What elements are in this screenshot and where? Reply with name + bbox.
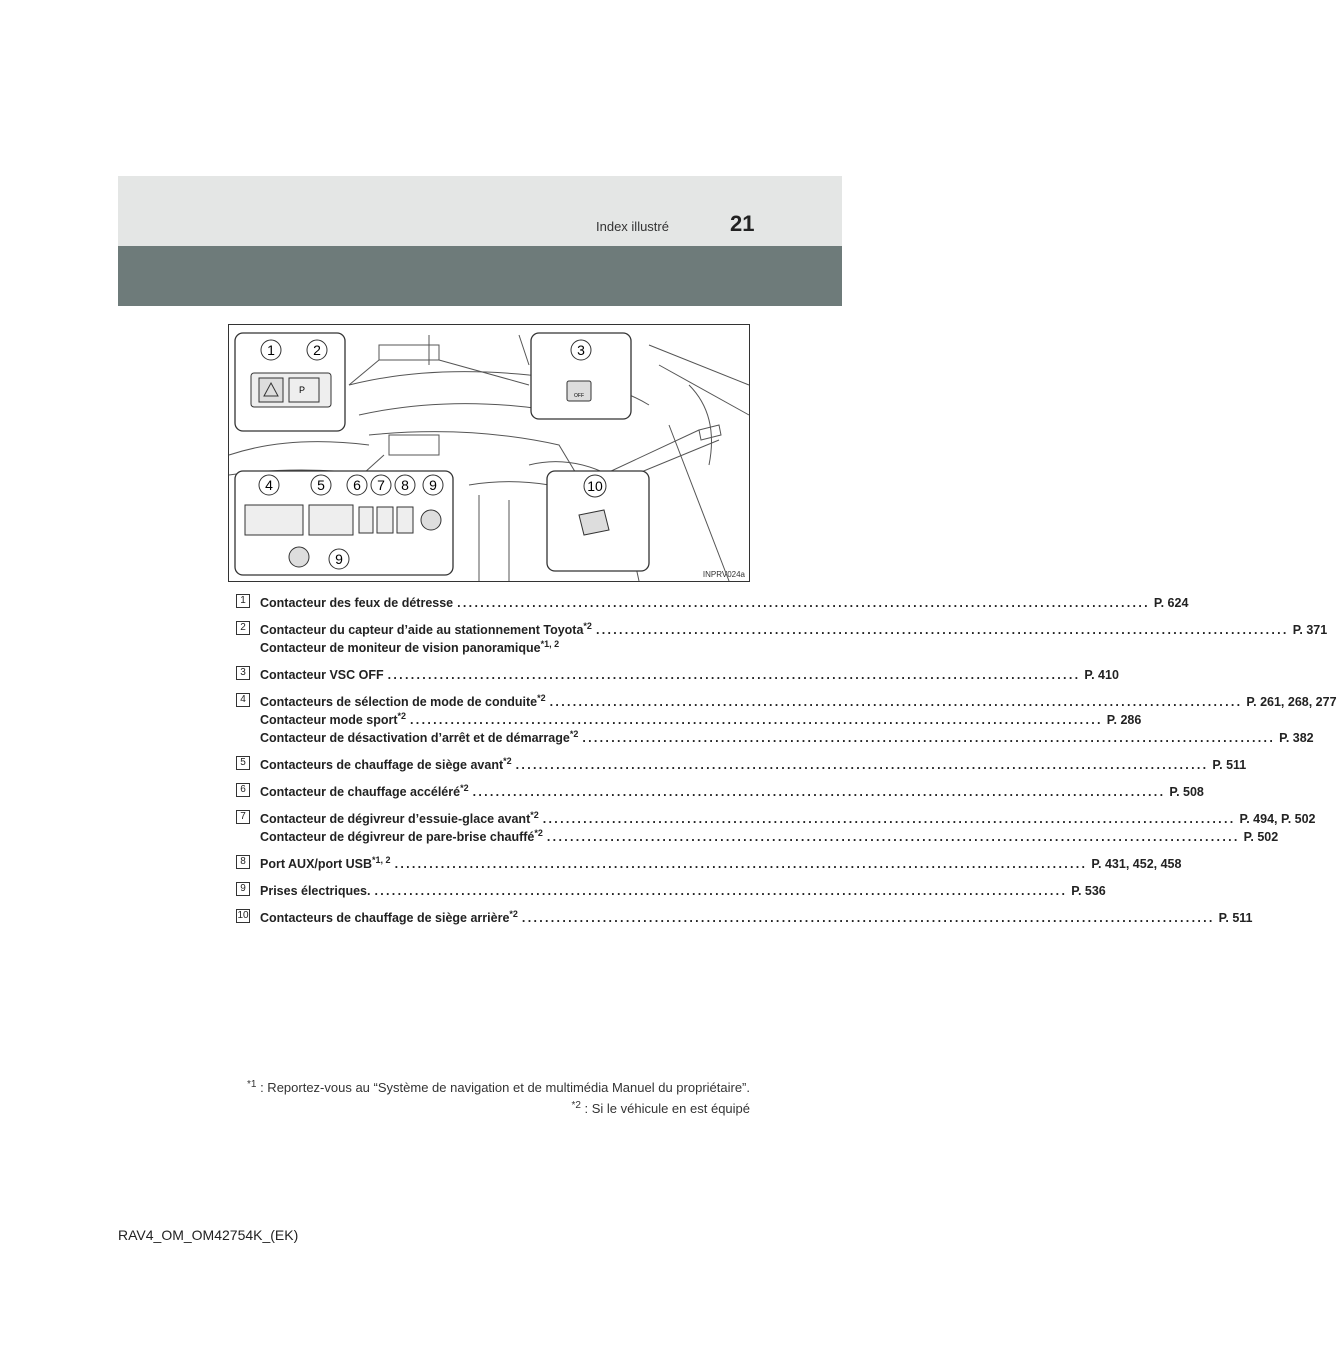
list-item xyxy=(236,621,1328,657)
item-label: Contacteur VSC OFF xyxy=(260,668,384,682)
item-line xyxy=(260,729,1314,747)
dot-leader: ........................................................................................................................ xyxy=(549,695,1243,709)
page-reference: P. 261, 268, 277 xyxy=(1246,695,1337,709)
item-number-box: 3 xyxy=(236,666,250,680)
dot-leader: ........................................................................................................................ xyxy=(542,812,1236,826)
list-item xyxy=(236,756,1247,774)
footnote-marker: *2 xyxy=(537,693,546,703)
item-label: Contacteurs de chauffage de siège arrière xyxy=(260,911,510,925)
item-label: Port AUX/port USB xyxy=(260,857,373,871)
footnote-marker: *2 xyxy=(460,783,469,793)
footnote-mark: *2 xyxy=(571,1100,581,1111)
item-line xyxy=(260,909,1253,927)
dot-leader: ........................................................................................................................ xyxy=(374,884,1068,898)
dot-leader: ........................................................................................................................ xyxy=(515,758,1209,772)
item-label: Contacteur de désactivation d’arrêt et de démarrage xyxy=(260,731,570,745)
callout-6: 6 xyxy=(353,477,361,493)
item-number-box: 4 xyxy=(236,693,250,707)
item-label: Prises électriques. xyxy=(260,884,371,898)
item-line xyxy=(260,711,1142,729)
footnote-marker: *1, 2 xyxy=(372,855,391,865)
callout-10: 10 xyxy=(587,478,603,494)
item-number-box: 1 xyxy=(236,594,250,608)
inset-vsc-off xyxy=(531,333,631,419)
item-number-box: 6 xyxy=(236,783,250,797)
item-number-box: 7 xyxy=(236,810,250,824)
page-reference: P. 286 xyxy=(1106,713,1142,727)
callout-8: 8 xyxy=(401,477,409,493)
page-reference: P. 511 xyxy=(1218,911,1253,925)
svg-text:OFF: OFF xyxy=(574,393,584,399)
item-label: Contacteur de dégivreur de pare-brise chauffé xyxy=(260,830,535,844)
list-item xyxy=(236,882,1106,900)
list-item xyxy=(236,693,1337,747)
footnote-mark: *1 xyxy=(247,1079,257,1090)
page-reference: P. 410 xyxy=(1084,668,1119,682)
dot-leader: ........................................................................................................................ xyxy=(457,596,1150,610)
item-line xyxy=(260,639,726,657)
footnote xyxy=(210,1101,750,1116)
inset-center-console xyxy=(235,471,453,575)
item-label: Contacteurs de sélection de mode de conduite xyxy=(260,695,538,709)
page-reference: P. 536 xyxy=(1071,884,1106,898)
list-item xyxy=(236,810,1316,846)
page-reference: P. 382 xyxy=(1279,731,1314,745)
figure-code: INPRV024a xyxy=(702,570,745,579)
item-number-box: 5 xyxy=(236,756,250,770)
item-line xyxy=(260,621,1328,639)
footnote-marker: *2 xyxy=(569,729,579,739)
list-item xyxy=(236,594,1189,612)
item-label: Contacteur du capteur d’aide au stationnement Toyota xyxy=(260,623,584,637)
item-line xyxy=(260,594,1189,612)
item-line xyxy=(260,810,1316,828)
list-item xyxy=(236,855,1182,873)
page-reference: P. 508 xyxy=(1169,785,1204,799)
callout-5: 5 xyxy=(317,477,325,493)
item-label: Contacteur mode sport xyxy=(260,713,398,727)
inset-rear-seat-heater xyxy=(547,471,649,571)
page-reference: P. 431, 452, 458 xyxy=(1091,857,1182,871)
item-list xyxy=(236,594,1337,936)
dot-leader: ........................................................................................................................ xyxy=(595,623,1289,637)
list-item xyxy=(236,909,1253,927)
footnote-marker: *2 xyxy=(397,711,407,721)
dot-leader: ........................................................................................................................ xyxy=(394,857,1088,871)
svg-text:P: P xyxy=(299,385,306,395)
footnote-marker: *2 xyxy=(503,756,512,766)
dot-leader: ........................................................................................................................ xyxy=(521,911,1215,925)
dot-leader: ........................................................................................................................ xyxy=(582,731,1276,745)
footnote-marker: *1, 2 xyxy=(540,639,560,649)
item-label: Contacteur des feux de détresse xyxy=(260,596,454,610)
callout-2: 2 xyxy=(313,342,321,358)
inset-hazard-parking xyxy=(235,333,345,431)
item-line xyxy=(260,855,1182,873)
page-reference: P. 494, P. 502 xyxy=(1239,812,1316,826)
list-item xyxy=(236,666,1119,684)
dot-leader: ........................................................................................................................ xyxy=(472,785,1166,799)
item-number-box: 10 xyxy=(237,910,249,921)
page-number: 21 xyxy=(730,211,755,236)
page-reference: P. 371 xyxy=(1292,623,1328,637)
callout-3: 3 xyxy=(577,342,585,358)
item-line xyxy=(260,882,1106,900)
item-line xyxy=(260,783,1204,801)
dot-leader: ........................................................................................................................ xyxy=(410,713,1103,727)
item-line xyxy=(260,666,1119,684)
callout-7: 7 xyxy=(377,477,385,493)
dashboard-drawing xyxy=(229,325,749,581)
footnotes xyxy=(210,1080,750,1122)
callout-9: 9 xyxy=(429,477,437,493)
item-number-box: 8 xyxy=(236,855,250,869)
item-line xyxy=(260,828,1279,846)
footnote-marker: *2 xyxy=(509,909,518,919)
dot-leader: ........................................................................................................................ xyxy=(387,668,1081,682)
item-number-box: 9 xyxy=(236,882,250,896)
header-dark-bar xyxy=(118,246,842,306)
footnote-text: : Si le véhicule en est équipé xyxy=(580,1101,750,1116)
footnote-text: : Reportez-vous au “Système de navigation et de multimédia Manuel du propriétaire”. xyxy=(256,1080,750,1095)
item-label: Contacteur de moniteur de vision panoramique xyxy=(260,641,541,655)
item-label: Contacteurs de chauffage de siège avant xyxy=(260,758,504,772)
section-title: Index illustré xyxy=(596,219,669,234)
page-reference: P. 624 xyxy=(1153,596,1189,610)
footnote-marker: *2 xyxy=(534,828,543,838)
item-number-box: 2 xyxy=(236,621,250,635)
footnote-marker: *2 xyxy=(583,621,592,631)
page-reference: P. 502 xyxy=(1243,830,1279,844)
footnote xyxy=(210,1080,750,1095)
dashboard-illustration xyxy=(228,324,750,582)
callout-1: 1 xyxy=(267,342,275,358)
callout-4: 4 xyxy=(265,477,273,493)
page-reference: P. 511 xyxy=(1212,758,1247,772)
list-item xyxy=(236,783,1204,801)
footer-doc-code: RAV4_OM_OM42754K_(EK) xyxy=(118,1227,299,1243)
footnote-marker: *2 xyxy=(530,810,539,820)
item-line xyxy=(260,693,1337,711)
item-line xyxy=(260,756,1247,774)
item-label: Contacteur de chauffage accéléré xyxy=(260,785,461,799)
dot-leader: ........................................................................................................................ xyxy=(546,830,1240,844)
callout-9b: 9 xyxy=(335,551,343,567)
item-label: Contacteur de dégivreur d’essuie-glace avant xyxy=(260,812,531,826)
